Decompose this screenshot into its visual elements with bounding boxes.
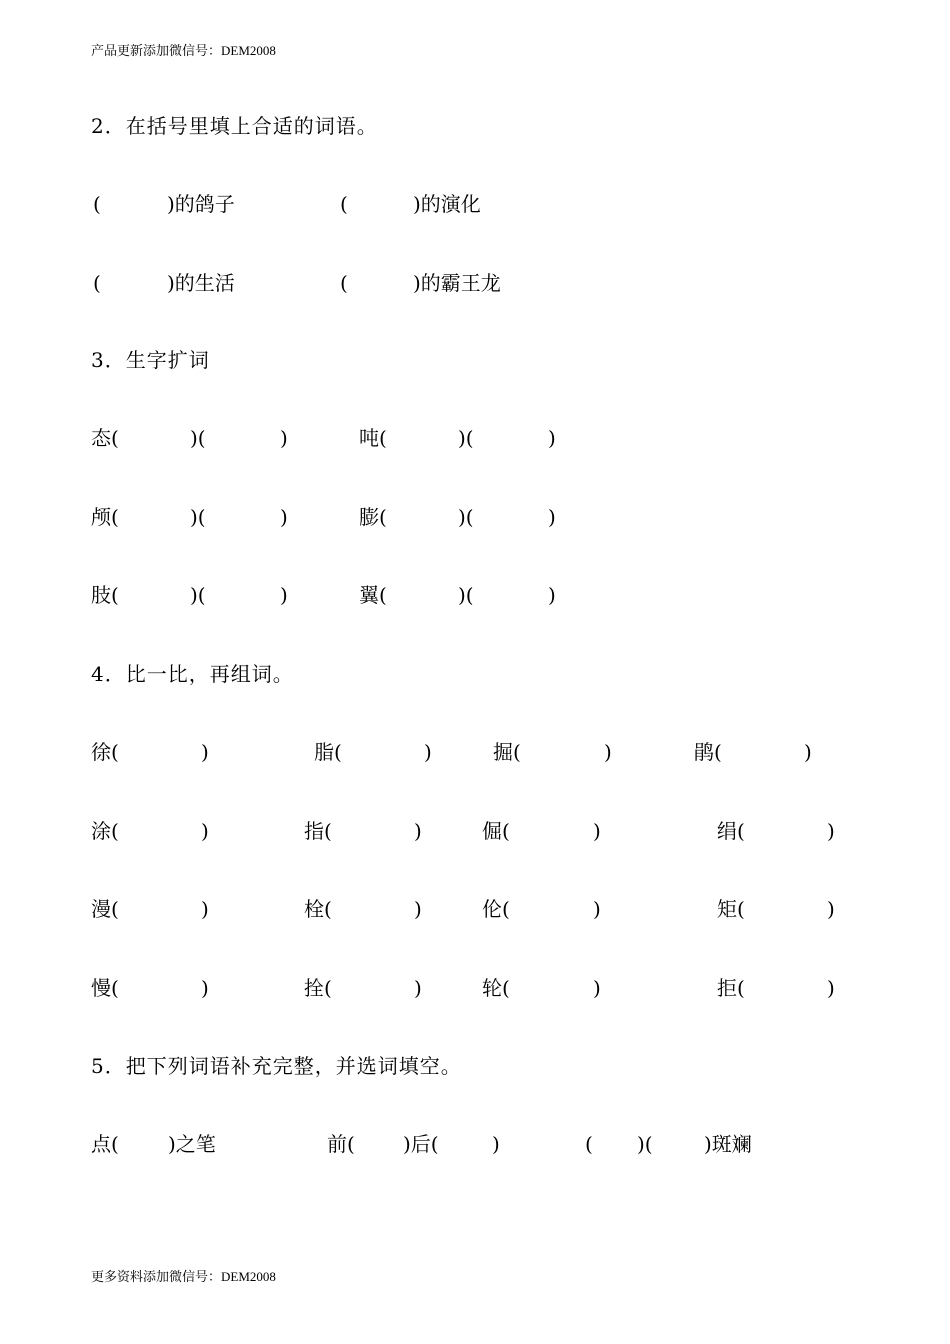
- q3-row1-char1: 态(: [91, 426, 119, 450]
- q4-row4-word3-close: ): [593, 976, 601, 1000]
- q4-row3-word3-close: ): [593, 897, 601, 921]
- q3-row1-char2-mid: )(: [458, 426, 474, 450]
- q2-row1-phrase2: )的演化: [413, 192, 481, 216]
- q3-row3-char2: 翼(: [359, 583, 387, 607]
- q4-row3-word4-close: ): [827, 897, 835, 921]
- q3-row1-char1-end: ): [280, 426, 288, 450]
- question-2-title: 2．在括号里填上合适的词语。: [91, 114, 378, 138]
- q4-row4-word3: 轮(: [482, 976, 510, 1000]
- question-5-title: 5．把下列词语补充完整，并选词填空。: [91, 1054, 462, 1078]
- q3-row2-char1-end: ): [280, 505, 288, 529]
- q4-row4-word4: 拒(: [717, 976, 745, 1000]
- q5-idiom2-start: 前(: [327, 1132, 355, 1156]
- q4-row3-word1-close: ): [201, 897, 209, 921]
- q3-row1-char2-end: ): [548, 426, 556, 450]
- q3-row2-char1-mid: )(: [190, 505, 206, 529]
- q4-row2-word4-close: ): [827, 819, 835, 843]
- q3-row3-char1-mid: )(: [190, 583, 206, 607]
- q5-idiom3-end: )斑斓: [704, 1132, 752, 1156]
- q3-row3-char1-end: ): [280, 583, 288, 607]
- q2-row2-phrase1: )的生活: [167, 271, 235, 295]
- question-3-title: 3．生字扩词: [91, 348, 210, 372]
- q4-row1-word2: 脂(: [314, 740, 342, 764]
- q3-row2-char2: 膨(: [359, 505, 387, 529]
- q4-row2-word2: 指(: [304, 819, 332, 843]
- q4-row1-word3: 掘(: [493, 740, 521, 764]
- q3-row2-char2-mid: )(: [458, 505, 474, 529]
- q4-row3-word2-close: ): [414, 897, 422, 921]
- q5-idiom3-open: (: [585, 1132, 593, 1156]
- q3-row3-char1: 肢(: [91, 583, 119, 607]
- q4-row3-word3: 伦(: [482, 897, 510, 921]
- q4-row2-word4: 绢(: [717, 819, 745, 843]
- q5-idiom3-mid: )(: [637, 1132, 653, 1156]
- q4-row2-word3: 倔(: [482, 819, 510, 843]
- q2-row2-blank1-open: (: [93, 271, 101, 295]
- q3-row1-char1-mid: )(: [190, 426, 206, 450]
- q2-row1-blank2-open: (: [340, 192, 348, 216]
- q2-row1-blank1-open: (: [93, 192, 101, 216]
- q4-row4-word2-close: ): [414, 976, 422, 1000]
- q3-row2-char2-end: ): [548, 505, 556, 529]
- q5-idiom1-end: )之笔: [168, 1132, 216, 1156]
- q3-row1-char2: 吨(: [359, 426, 387, 450]
- q3-row3-char2-mid: )(: [458, 583, 474, 607]
- q4-row4-word1: 慢(: [91, 976, 119, 1000]
- q4-row2-word1: 涂(: [91, 819, 119, 843]
- q4-row2-word2-close: ): [414, 819, 422, 843]
- q4-row1-word1-close: ): [201, 740, 209, 764]
- q4-row1-word1: 徐(: [91, 740, 119, 764]
- q4-row2-word3-close: ): [593, 819, 601, 843]
- q4-row3-word4: 矩(: [717, 897, 745, 921]
- q4-row3-word1: 漫(: [91, 897, 119, 921]
- q4-row2-word1-close: ): [201, 819, 209, 843]
- q5-idiom1-start: 点(: [91, 1132, 119, 1156]
- q2-row2-blank2-open: (: [340, 271, 348, 295]
- q4-row4-word2: 拴(: [304, 976, 332, 1000]
- q3-row3-char2-end: ): [548, 583, 556, 607]
- question-4-title: 4．比一比，再组词。: [91, 662, 294, 686]
- q4-row4-word4-close: ): [827, 976, 835, 1000]
- page-header: 产品更新添加微信号：DEM2008: [91, 43, 276, 58]
- q4-row1-word2-close: ): [424, 740, 432, 764]
- q4-row1-word3-close: ): [604, 740, 612, 764]
- q5-idiom2-end: ): [492, 1132, 500, 1156]
- q2-row2-phrase2: )的霸王龙: [413, 271, 501, 295]
- q5-idiom2-mid: )后(: [403, 1132, 439, 1156]
- q4-row1-word4: 鹃(: [694, 740, 722, 764]
- page-footer: 更多资料添加微信号：DEM2008: [91, 1269, 276, 1284]
- q4-row4-word1-close: ): [201, 976, 209, 1000]
- q3-row2-char1: 颅(: [91, 505, 119, 529]
- q2-row1-phrase1: )的鸽子: [167, 192, 235, 216]
- q4-row1-word4-close: ): [804, 740, 812, 764]
- q4-row3-word2: 栓(: [304, 897, 332, 921]
